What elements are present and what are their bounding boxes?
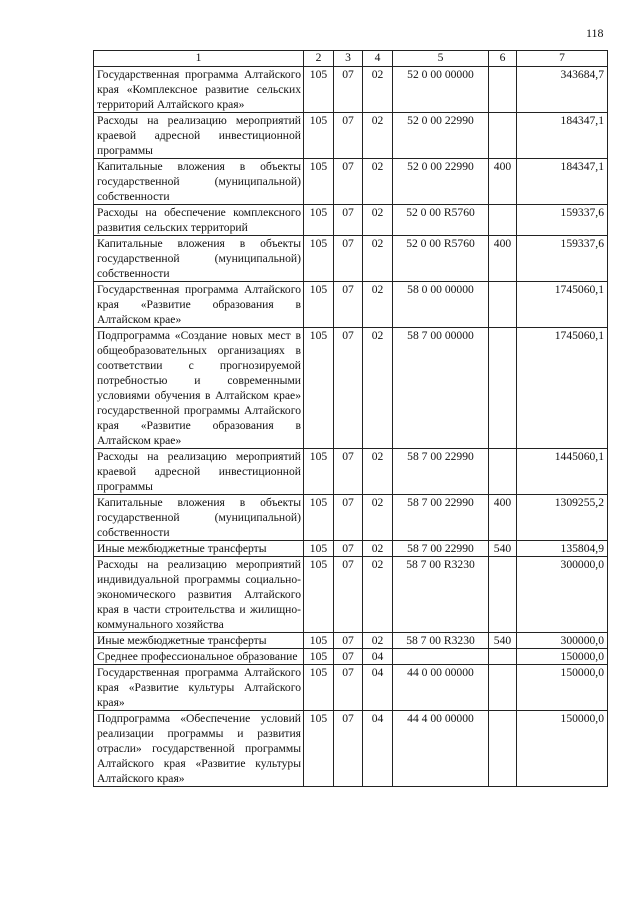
row-col4: 02 (363, 495, 393, 541)
table-row (94, 649, 608, 665)
page-number: 118 (586, 26, 604, 40)
row-col3: 07 (334, 205, 363, 236)
row-name: Капитальные вложения в объекты государственной (муниципальной) собственности (94, 495, 304, 541)
row-amount: 150000,0 (517, 665, 608, 711)
row-col4: 02 (363, 557, 393, 633)
row-col3: 07 (334, 495, 363, 541)
row-col4: 04 (363, 711, 393, 787)
row-amount: 1745060,1 (517, 328, 608, 449)
row-col4: 02 (363, 67, 393, 113)
row-col5: 52 0 00 00000 (393, 67, 489, 113)
row-col3: 07 (334, 541, 363, 557)
row-col2: 105 (304, 541, 334, 557)
row-col5: 52 0 00 22990 (393, 113, 489, 159)
row-col3: 07 (334, 633, 363, 649)
row-name: Государственная программа Алтайского края «Развитие образования в Алтайском крае» (94, 282, 304, 328)
row-col4: 02 (363, 541, 393, 557)
row-amount: 159337,6 (517, 205, 608, 236)
row-name: Подпрограмма «Создание новых мест в общеобразовательных организациях в соответствии с прогнозируемой потребностью и современными условиями обучения в Алтайском крае» государственной программы Алтайского края «Развитие образования в Алтайском крае» (94, 328, 304, 449)
table-row (94, 541, 608, 557)
row-col6: 540 (489, 541, 517, 557)
header-col-7: 7 (517, 51, 608, 67)
table-row (94, 113, 608, 159)
row-amount: 1745060,1 (517, 282, 608, 328)
row-name: Иные межбюджетные трансферты (94, 541, 304, 557)
row-col2: 105 (304, 711, 334, 787)
row-col6 (489, 205, 517, 236)
row-col5: 58 7 00 R3230 (393, 633, 489, 649)
row-col6 (489, 649, 517, 665)
row-col5 (393, 649, 489, 665)
row-col6 (489, 665, 517, 711)
row-col3: 07 (334, 67, 363, 113)
row-col4: 04 (363, 665, 393, 711)
row-amount: 343684,7 (517, 67, 608, 113)
row-name: Иные межбюджетные трансферты (94, 633, 304, 649)
row-col6 (489, 449, 517, 495)
row-col3: 07 (334, 282, 363, 328)
row-col4: 02 (363, 328, 393, 449)
budget-table (93, 50, 608, 787)
row-col2: 105 (304, 557, 334, 633)
row-col4: 02 (363, 236, 393, 282)
row-name: Расходы на реализацию мероприятий индивидуальной программы социально-экономического развития Алтайского края в части строительства и жилищно-коммунального хозяйства (94, 557, 304, 633)
row-col4: 02 (363, 282, 393, 328)
row-amount: 159337,6 (517, 236, 608, 282)
row-col3: 07 (334, 557, 363, 633)
row-col3: 07 (334, 665, 363, 711)
row-col6: 400 (489, 159, 517, 205)
row-name: Капитальные вложения в объекты государственной (муниципальной) собственности (94, 236, 304, 282)
table-row (94, 711, 608, 787)
header-col-2: 2 (304, 51, 334, 67)
row-col6 (489, 328, 517, 449)
row-col3: 07 (334, 449, 363, 495)
row-col2: 105 (304, 205, 334, 236)
row-name: Государственная программа Алтайского края «Развитие культуры Алтайского края» (94, 665, 304, 711)
row-col2: 105 (304, 236, 334, 282)
row-col3: 07 (334, 113, 363, 159)
row-name: Расходы на реализацию мероприятий краевой адресной инвестиционной программы (94, 113, 304, 159)
row-col2: 105 (304, 449, 334, 495)
row-col6 (489, 67, 517, 113)
row-col6: 540 (489, 633, 517, 649)
row-col6: 400 (489, 495, 517, 541)
row-col5: 44 4 00 00000 (393, 711, 489, 787)
row-col6 (489, 282, 517, 328)
row-col2: 105 (304, 649, 334, 665)
row-col5: 58 7 00 00000 (393, 328, 489, 449)
row-amount: 184347,1 (517, 159, 608, 205)
row-amount: 1445060,1 (517, 449, 608, 495)
row-col5: 58 0 00 00000 (393, 282, 489, 328)
row-amount: 300000,0 (517, 633, 608, 649)
table-row (94, 328, 608, 449)
row-col3: 07 (334, 236, 363, 282)
row-col5: 52 0 00 R5760 (393, 205, 489, 236)
table-row (94, 282, 608, 328)
row-amount: 184347,1 (517, 113, 608, 159)
header-col-3: 3 (334, 51, 363, 67)
row-name: Подпрограмма «Обеспечение условий реализации программы и развития отрасли» государственной программы Алтайского края «Развитие культуры Алтайского края» (94, 711, 304, 787)
row-col2: 105 (304, 159, 334, 205)
row-col5: 52 0 00 22990 (393, 159, 489, 205)
row-col4: 02 (363, 159, 393, 205)
header-col-1: 1 (94, 51, 304, 67)
row-col5: 58 7 00 R3230 (393, 557, 489, 633)
header-col-4: 4 (363, 51, 393, 67)
row-col5: 44 0 00 00000 (393, 665, 489, 711)
row-col4: 02 (363, 113, 393, 159)
table-row (94, 495, 608, 541)
row-col6 (489, 557, 517, 633)
header-col-5: 5 (393, 51, 489, 67)
row-col4: 02 (363, 449, 393, 495)
table-row (94, 159, 608, 205)
header-col-6: 6 (489, 51, 517, 67)
row-amount: 300000,0 (517, 557, 608, 633)
table-row (94, 557, 608, 633)
table-row (94, 633, 608, 649)
table-row (94, 449, 608, 495)
row-name: Расходы на обеспечение комплексного развития сельских территорий (94, 205, 304, 236)
table-row (94, 67, 608, 113)
row-col6 (489, 113, 517, 159)
row-col3: 07 (334, 711, 363, 787)
row-col4: 04 (363, 649, 393, 665)
row-amount: 135804,9 (517, 541, 608, 557)
table-row (94, 665, 608, 711)
row-col3: 07 (334, 649, 363, 665)
row-col2: 105 (304, 282, 334, 328)
row-col3: 07 (334, 159, 363, 205)
row-col2: 105 (304, 113, 334, 159)
row-name: Государственная программа Алтайского края «Комплексное развитие сельских территорий Алтайского края» (94, 67, 304, 113)
table-row (94, 205, 608, 236)
row-col6 (489, 711, 517, 787)
row-name: Капитальные вложения в объекты государственной (муниципальной) собственности (94, 159, 304, 205)
row-amount: 150000,0 (517, 649, 608, 665)
row-col4: 02 (363, 205, 393, 236)
row-amount: 1309255,2 (517, 495, 608, 541)
row-col2: 105 (304, 665, 334, 711)
row-col5: 58 7 00 22990 (393, 495, 489, 541)
row-col2: 105 (304, 495, 334, 541)
row-amount: 150000,0 (517, 711, 608, 787)
row-col6: 400 (489, 236, 517, 282)
row-col5: 58 7 00 22990 (393, 541, 489, 557)
row-col2: 105 (304, 328, 334, 449)
header-row (94, 51, 608, 67)
row-col4: 02 (363, 633, 393, 649)
row-col2: 105 (304, 633, 334, 649)
row-col5: 58 7 00 22990 (393, 449, 489, 495)
row-col2: 105 (304, 67, 334, 113)
table-row (94, 236, 608, 282)
row-col5: 52 0 00 R5760 (393, 236, 489, 282)
row-name: Среднее профессиональное образование (94, 649, 304, 665)
row-col3: 07 (334, 328, 363, 449)
row-name: Расходы на реализацию мероприятий краевой адресной инвестиционной программы (94, 449, 304, 495)
